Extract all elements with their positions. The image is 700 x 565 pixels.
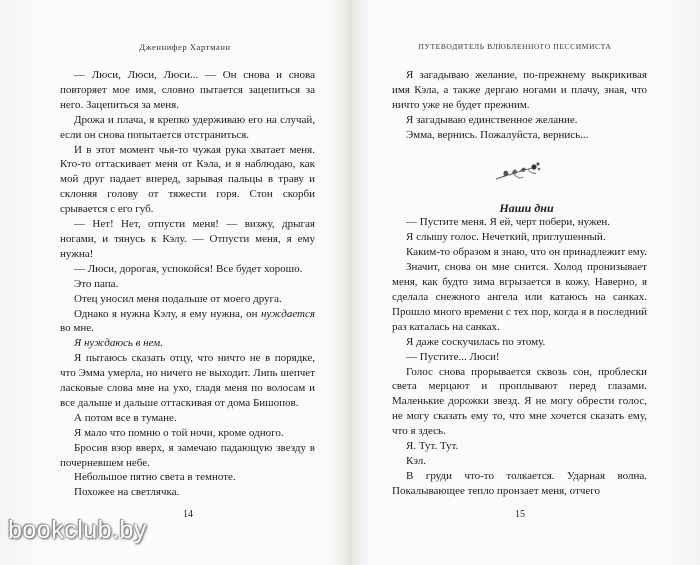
italic-line: Я нуждаюсь в нем.	[74, 337, 163, 350]
paragraph: Я загадываю единственное желание.	[406, 113, 578, 126]
chapter-title: Наши дни	[499, 200, 554, 215]
paragraph: И в этот момент чья-то чужая рука хватает меня. Кто-то оттаскивает меня от Кэла, и я наблюдаю, как мой друг падает вперед, зарывая пальцы в траву и склоняя голову от тяжести горя. Стон скорби срывается с его губ.	[60, 143, 315, 216]
paragraph: Дрожа и плача, я крепко удерживаю его на случай, если он снова попытается отстраниться.	[60, 113, 315, 141]
paragraph: — Нет! Нет, отпусти меня! — визжу, дрыгая ногами, и тянусь к Кэлу. — Отпусти меня, я ему нужна!	[60, 218, 315, 260]
right-page	[350, 0, 700, 565]
watermark-logo: bookclub.by	[8, 516, 147, 544]
left-page-text	[60, 68, 315, 500]
paragraph: Похожее на светлячка.	[74, 486, 180, 499]
paragraph: — Люси, Люси, Люси... — Он снова и снова повторяет мое имя, словно пытается зацепиться за него. Зацепиться за меня.	[60, 69, 315, 111]
paragraph: Я слышу голос. Нечеткий, приглушенный.	[406, 231, 606, 244]
paragraph: Кэл.	[406, 454, 426, 467]
paragraph: Каким-то образом я знаю, что он принадлежит ему.	[406, 246, 647, 259]
paragraph: Голос снова прорывается сквозь сон, проблески света мерцают и проплывают перед глазами. Маленькие дорожки звезд. Я не могу обрести голос, не могу сказать ему то, что мне хочется сказать ему, что я здесь.	[392, 365, 647, 438]
italic-word: нуждается	[260, 307, 315, 320]
paragraph: А потом все в тумане.	[74, 411, 177, 424]
running-head-author: Дженнифер Хартманн	[139, 42, 231, 52]
paragraph-italic	[60, 336, 315, 351]
paragraph: Я загадываю желание, по-прежнему выкрикивая имя Кэла, а также дергаю ногами и плачу, зная, что ничто уже не будет прежним.	[392, 69, 647, 111]
paragraph: Это папа.	[74, 277, 119, 290]
paragraph: Небольшое пятно света в темноте.	[74, 471, 236, 484]
floral-sprig-icon	[490, 157, 550, 187]
paragraph: Я пытаюсь сказать отцу, что ничто не в порядке, что Эмма умерла, но ничего не выходит. Липь шепчет ласковые слова мне на ухо, гладя меня по волосам и все дальше и дальше оттаскивая от дома Бишопов.	[60, 352, 315, 409]
paragraph: Отец уносил меня подальше от моего друга.	[74, 292, 282, 305]
page-number-left: 14	[183, 509, 193, 520]
right-page-text	[392, 68, 647, 499]
paragraph: Я даже соскучилась по этому.	[406, 335, 546, 348]
paragraph: — Пустите меня. Я ей, черт побери, нужен.	[406, 216, 611, 229]
paragraph: В груди что-то толкается. Ударная волна. Покалывающее тепло пронзает меня, отчего	[392, 469, 647, 497]
page-number-right: 15	[515, 509, 525, 520]
paragraph: Эмма, вернись. Пожалуйста, вернись...	[406, 128, 589, 141]
paragraph: Бросив взор вверх, я замечаю падающую звезду в почерневшем небе.	[60, 441, 315, 469]
paragraph: — Люси, дорогая, успокойся! Все будет хорошо.	[74, 262, 303, 275]
paragraph: Я мало что помню о той ночи, кроме одного.	[74, 426, 284, 439]
paragraph: Значит, снова он мне снится. Холод пронизывает меня, как будто зима вгрызается в кожу. Наверно, я сделала снежного ангела или катаюсь на санках. Прошло много времени с тех пор, когда я в последний раз каталась на санках.	[392, 261, 648, 333]
paragraph	[60, 307, 315, 337]
running-head-title: ПУТЕВОДИТЕЛЬ ВЛЮБЛЕННОГО ПЕССИМИСТА	[418, 42, 612, 51]
paragraph: — Пустите... Люси!	[406, 350, 500, 363]
text-run: Однако я нужна Кэлу, я ему нужна, он	[74, 307, 261, 320]
text-run: во мне.	[60, 322, 94, 335]
paragraph: Я. Тут. Тут.	[406, 440, 459, 453]
